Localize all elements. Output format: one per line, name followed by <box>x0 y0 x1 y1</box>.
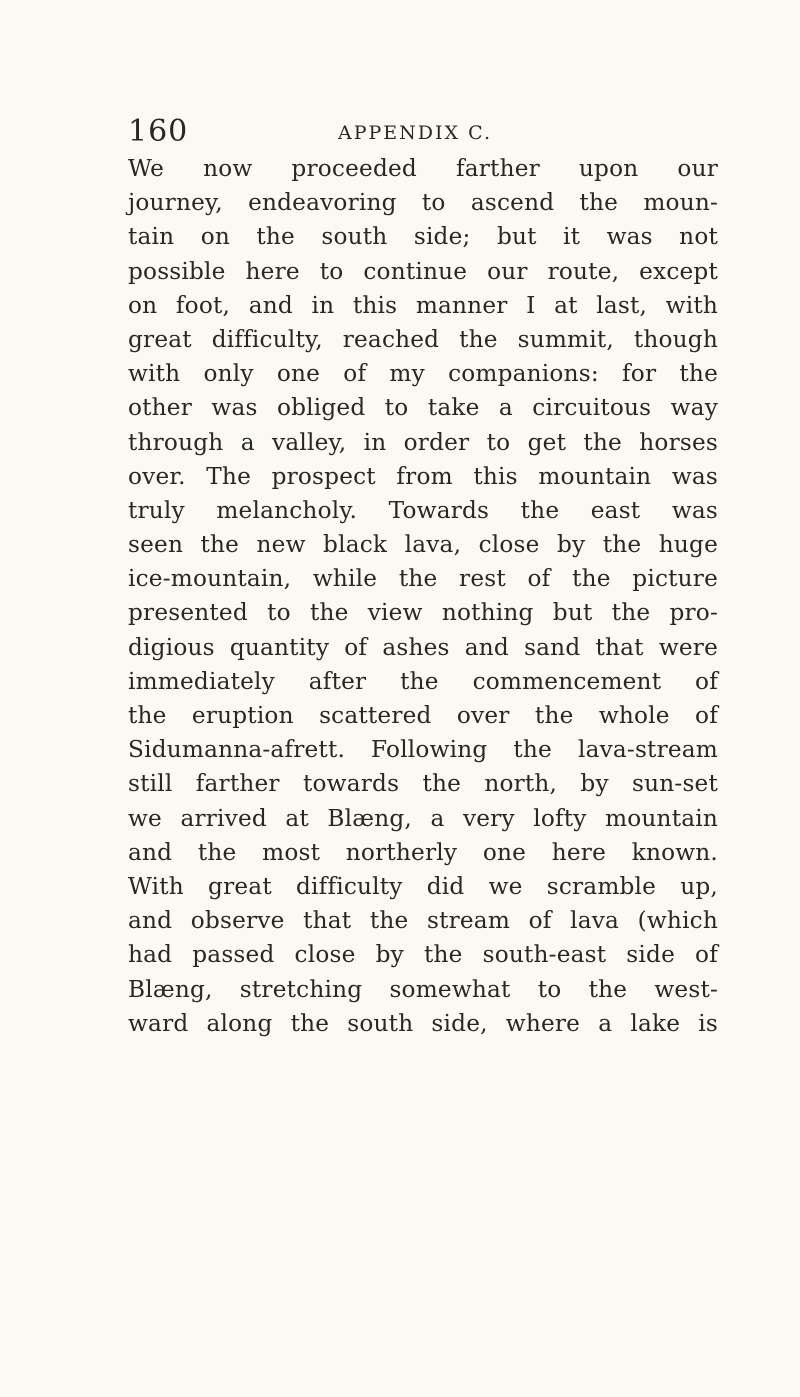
text-line: truly melancholy. Towards the east was <box>128 496 718 524</box>
text-line: and the most northerly one here known. <box>128 838 718 866</box>
running-head: APPENDIX C. <box>338 122 492 144</box>
text-line: with only one of my companions: for the <box>128 360 718 388</box>
text-line: over. The prospect from this mountain was <box>128 462 718 490</box>
body-text <box>128 152 718 1041</box>
text-line: on foot, and in this manner I at last, with <box>128 291 718 319</box>
text-line: still farther towards the north, by sun-set <box>128 770 718 798</box>
text-line: had passed close by the south-east side of <box>128 941 718 969</box>
text-line: presented to the view nothing but the pro- <box>128 599 718 627</box>
text-line: and observe that the stream of lava (which <box>128 907 718 935</box>
text-line: we arrived at Blæng, a very lofty mountain <box>128 804 718 832</box>
text-line: possible here to continue our route, except <box>128 257 718 285</box>
text-line: digious quantity of ashes and sand that were <box>128 633 718 661</box>
text-line: the eruption scattered over the whole of <box>128 702 718 729</box>
text-line: Sidumanna-afrett. Following the lava-stream <box>128 736 718 764</box>
text-line: immediately after the commencement of <box>128 667 718 695</box>
text-line: through a valley, in order to get the horses <box>128 428 718 456</box>
text-line: journey, endeavoring to ascend the moun- <box>128 189 718 217</box>
text-line: With great difficulty did we scramble up, <box>128 872 718 900</box>
text-line: We now proceeded farther upon our <box>128 155 718 182</box>
page-number: 160 <box>128 114 189 149</box>
text-line: ward along the south side, where a lake is <box>128 1009 718 1037</box>
text-line: great difficulty, reached the summit, though <box>128 325 718 353</box>
page-header <box>128 112 714 152</box>
text-line: Blæng, stretching somewhat to the west- <box>128 975 718 1003</box>
text-line: seen the new black lava, close by the huge <box>128 531 718 559</box>
text-line: ice-mountain, while the rest of the picture <box>128 565 718 593</box>
text-line: other was obliged to take a circuitous way <box>128 394 718 422</box>
text-line: tain on the south side; but it was not <box>128 223 718 251</box>
